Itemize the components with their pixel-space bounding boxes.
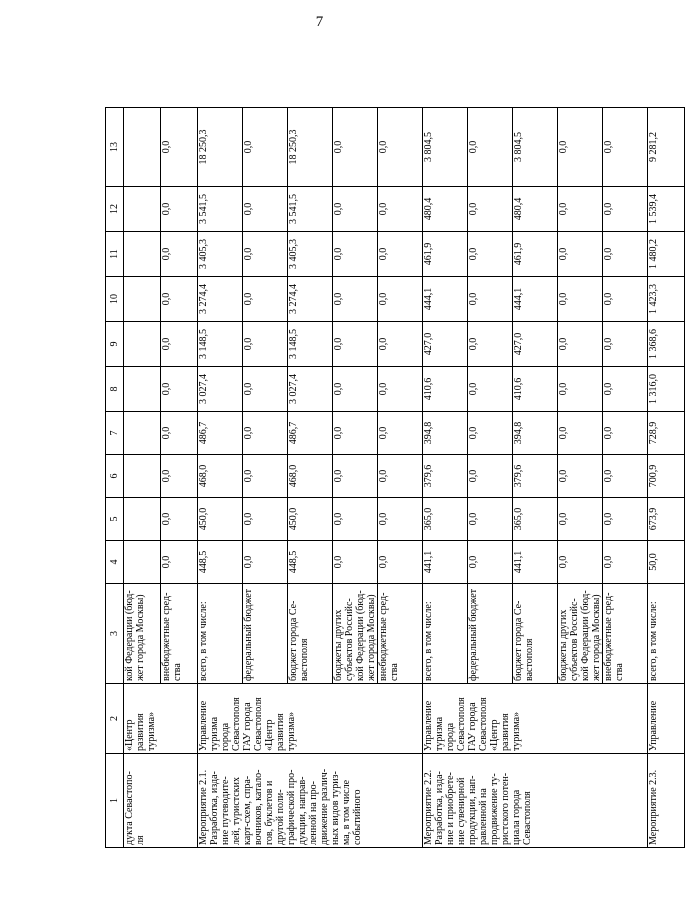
funding-source-cell: федеральный бюджет: [243, 584, 288, 684]
amount-cell: 0,0: [378, 322, 423, 367]
header-row: [106, 108, 124, 848]
amount-cell: 0,0: [468, 455, 513, 498]
amount-cell: [124, 322, 161, 367]
amount-cell: [124, 498, 161, 541]
amount-cell: 0,0: [161, 498, 198, 541]
amount-cell: 0,0: [468, 541, 513, 584]
responsible-cell: Управление туризма города Севастополя ГАУ города Севастополя «Центр развития туризма»: [198, 684, 423, 754]
amount-cell: 0,0: [603, 232, 648, 277]
amount-cell: 394,8: [423, 412, 468, 455]
amount-cell: 0,0: [558, 455, 603, 498]
table-row: [198, 108, 243, 848]
amount-cell: 18 250,3: [198, 108, 243, 187]
amount-cell: 0,0: [378, 187, 423, 232]
amount-cell: 1 316,0: [648, 367, 685, 412]
amount-cell: 379,6: [513, 455, 558, 498]
amount-cell: 0,0: [603, 498, 648, 541]
amount-cell: 0,0: [603, 367, 648, 412]
col-header: 10: [106, 277, 124, 322]
amount-cell: 0,0: [603, 412, 648, 455]
page-number: 7: [315, 14, 324, 30]
amount-cell: 3 541,5: [288, 187, 333, 232]
col-header: 5: [106, 498, 124, 541]
funding-source-cell: всего, в том числе:: [198, 584, 243, 684]
amount-cell: 0,0: [243, 498, 288, 541]
amount-cell: 0,0: [603, 187, 648, 232]
amount-cell: 0,0: [468, 232, 513, 277]
amount-cell: 379,6: [423, 455, 468, 498]
amount-cell: 1 480,2: [648, 232, 685, 277]
amount-cell: 427,0: [513, 322, 558, 367]
amount-cell: 0,0: [243, 277, 288, 322]
table-row: [648, 108, 685, 848]
amount-cell: 0,0: [603, 322, 648, 367]
amount-cell: 673,9: [648, 498, 685, 541]
amount-cell: 486,7: [198, 412, 243, 455]
col-header: 3: [106, 584, 124, 684]
amount-cell: 0,0: [558, 187, 603, 232]
amount-cell: 0,0: [333, 187, 378, 232]
amount-cell: 3 405,3: [198, 232, 243, 277]
funding-source-cell: бюджеты других субъектов Российс- кой Федерации (бюд- жет города Москвы): [333, 584, 378, 684]
amount-cell: 3 027,4: [288, 367, 333, 412]
amount-cell: 3 804,5: [513, 108, 558, 187]
responsible-cell: «Центр развития туризма»: [124, 684, 198, 754]
amount-cell: 461,9: [513, 232, 558, 277]
amount-cell: 444,1: [513, 277, 558, 322]
amount-cell: 0,0: [603, 108, 648, 187]
funding-source-cell: всего, в том числе:: [648, 584, 685, 684]
amount-cell: 0,0: [378, 367, 423, 412]
amount-cell: 3 148,5: [288, 322, 333, 367]
rotated-table-container: [105, 108, 659, 848]
amount-cell: 0,0: [243, 187, 288, 232]
amount-cell: 728,9: [648, 412, 685, 455]
funding-source-cell: бюджет города Се- вастополя: [513, 584, 558, 684]
amount-cell: 0,0: [558, 322, 603, 367]
col-header: 11: [106, 232, 124, 277]
amount-cell: 0,0: [558, 108, 603, 187]
amount-cell: 0,0: [378, 232, 423, 277]
amount-cell: 0,0: [333, 455, 378, 498]
amount-cell: 0,0: [161, 412, 198, 455]
amount-cell: 0,0: [558, 541, 603, 584]
amount-cell: 0,0: [161, 232, 198, 277]
amount-cell: 0,0: [333, 367, 378, 412]
funding-table: [105, 107, 685, 848]
amount-cell: 0,0: [468, 108, 513, 187]
amount-cell: 3 148,5: [198, 322, 243, 367]
measure-name-cell: Мероприятие 2.3.: [648, 754, 685, 848]
amount-cell: 0,0: [161, 541, 198, 584]
amount-cell: 0,0: [378, 498, 423, 541]
amount-cell: 0,0: [603, 455, 648, 498]
amount-cell: 0,0: [333, 322, 378, 367]
funding-source-cell: всего, в том числе:: [423, 584, 468, 684]
amount-cell: 0,0: [161, 187, 198, 232]
amount-cell: 0,0: [558, 412, 603, 455]
amount-cell: 0,0: [468, 277, 513, 322]
amount-cell: 0,0: [161, 367, 198, 412]
amount-cell: 0,0: [378, 412, 423, 455]
amount-cell: 0,0: [161, 277, 198, 322]
amount-cell: 365,0: [513, 498, 558, 541]
amount-cell: 700,9: [648, 455, 685, 498]
measure-name-cell: Мероприятие 2.1. Разработка, изда- ние путеводите- лей, туристских карт-схем, спра- вочников, катало- гов, буклетов и другой поли- графической про- дукции, направ- ленной на про- движение различ- ных видов туриз- ма, в том числе событийного: [198, 754, 423, 848]
amount-cell: [124, 232, 161, 277]
amount-cell: 441,1: [423, 541, 468, 584]
amount-cell: 3 405,3: [288, 232, 333, 277]
amount-cell: 0,0: [468, 498, 513, 541]
amount-cell: 0,0: [468, 367, 513, 412]
amount-cell: 1 368,6: [648, 322, 685, 367]
amount-cell: 0,0: [558, 498, 603, 541]
amount-cell: 0,0: [333, 498, 378, 541]
amount-cell: 480,4: [513, 187, 558, 232]
amount-cell: 486,7: [288, 412, 333, 455]
amount-cell: 0,0: [333, 277, 378, 322]
amount-cell: 0,0: [243, 232, 288, 277]
col-header: 4: [106, 541, 124, 584]
amount-cell: 0,0: [161, 322, 198, 367]
amount-cell: 0,0: [558, 232, 603, 277]
amount-cell: [124, 187, 161, 232]
amount-cell: [124, 541, 161, 584]
table-row: [124, 108, 161, 848]
amount-cell: 0,0: [243, 322, 288, 367]
amount-cell: [124, 455, 161, 498]
col-header: 8: [106, 367, 124, 412]
responsible-cell: Управление туризма города Севастополя ГАУ города Севастополя «Центр развития туризма»: [423, 684, 648, 754]
amount-cell: 394,8: [513, 412, 558, 455]
amount-cell: 0,0: [243, 541, 288, 584]
amount-cell: 0,0: [333, 108, 378, 187]
responsible-cell: Управление: [648, 684, 685, 754]
amount-cell: 0,0: [243, 412, 288, 455]
amount-cell: 0,0: [333, 541, 378, 584]
amount-cell: 0,0: [333, 412, 378, 455]
col-header: 7: [106, 412, 124, 455]
amount-cell: 0,0: [603, 541, 648, 584]
amount-cell: 0,0: [558, 277, 603, 322]
amount-cell: 0,0: [243, 108, 288, 187]
amount-cell: 1 539,4: [648, 187, 685, 232]
amount-cell: 365,0: [423, 498, 468, 541]
amount-cell: 450,0: [288, 498, 333, 541]
amount-cell: 0,0: [243, 367, 288, 412]
col-header: 2: [106, 684, 124, 754]
amount-cell: 9 281,2: [648, 108, 685, 187]
amount-cell: 0,0: [468, 322, 513, 367]
funding-source-cell: кой Федерации (бюд- жет города Москвы): [124, 584, 161, 684]
col-header: 6: [106, 455, 124, 498]
amount-cell: 0,0: [603, 277, 648, 322]
amount-cell: 3 274,4: [288, 277, 333, 322]
amount-cell: [124, 412, 161, 455]
amount-cell: 1 423,3: [648, 277, 685, 322]
amount-cell: 0,0: [243, 455, 288, 498]
amount-cell: 3 541,5: [198, 187, 243, 232]
amount-cell: 50,0: [648, 541, 685, 584]
amount-cell: 448,5: [198, 541, 243, 584]
amount-cell: 444,1: [423, 277, 468, 322]
amount-cell: 0,0: [558, 367, 603, 412]
amount-cell: 427,0: [423, 322, 468, 367]
funding-source-cell: внебюджетные сред- ства: [378, 584, 423, 684]
amount-cell: 461,9: [423, 232, 468, 277]
amount-cell: 450,0: [198, 498, 243, 541]
funding-source-cell: бюджет города Се- вастополя: [288, 584, 333, 684]
funding-source-cell: внебюджетные сред- ства: [161, 584, 198, 684]
funding-source-cell: федеральный бюджет: [468, 584, 513, 684]
amount-cell: 0,0: [333, 232, 378, 277]
amount-cell: 441,1: [513, 541, 558, 584]
amount-cell: [124, 108, 161, 187]
measure-name-cell: дукта Севастопо- ля: [124, 754, 198, 848]
col-header: 1: [106, 754, 124, 848]
amount-cell: 0,0: [378, 277, 423, 322]
amount-cell: 3 804,5: [423, 108, 468, 187]
amount-cell: 0,0: [378, 455, 423, 498]
amount-cell: 3 274,4: [198, 277, 243, 322]
amount-cell: 0,0: [378, 541, 423, 584]
col-header: 12: [106, 187, 124, 232]
col-header: 9: [106, 322, 124, 367]
amount-cell: [124, 277, 161, 322]
amount-cell: 0,0: [468, 187, 513, 232]
amount-cell: 0,0: [161, 108, 198, 187]
amount-cell: 410,6: [423, 367, 468, 412]
amount-cell: [124, 367, 161, 412]
amount-cell: 410,6: [513, 367, 558, 412]
amount-cell: 468,0: [198, 455, 243, 498]
amount-cell: 0,0: [378, 108, 423, 187]
amount-cell: 0,0: [161, 455, 198, 498]
table-row: [423, 108, 468, 848]
funding-source-cell: бюджеты других субъектов Российс- кой Федерации (бюд- жет города Москвы): [558, 584, 603, 684]
amount-cell: 448,5: [288, 541, 333, 584]
amount-cell: 3 027,4: [198, 367, 243, 412]
amount-cell: 18 250,3: [288, 108, 333, 187]
measure-name-cell: Мероприятие 2.2. Разработка, изда- ние и приобрете- ние сувенирной продукции, нап- равленной на продвижение ту- ристского потен- циала города Севастополя: [423, 754, 648, 848]
funding-source-cell: внебюджетные сред- ства: [603, 584, 648, 684]
amount-cell: 468,0: [288, 455, 333, 498]
col-header: 13: [106, 108, 124, 187]
amount-cell: 480,4: [423, 187, 468, 232]
amount-cell: 0,0: [468, 412, 513, 455]
